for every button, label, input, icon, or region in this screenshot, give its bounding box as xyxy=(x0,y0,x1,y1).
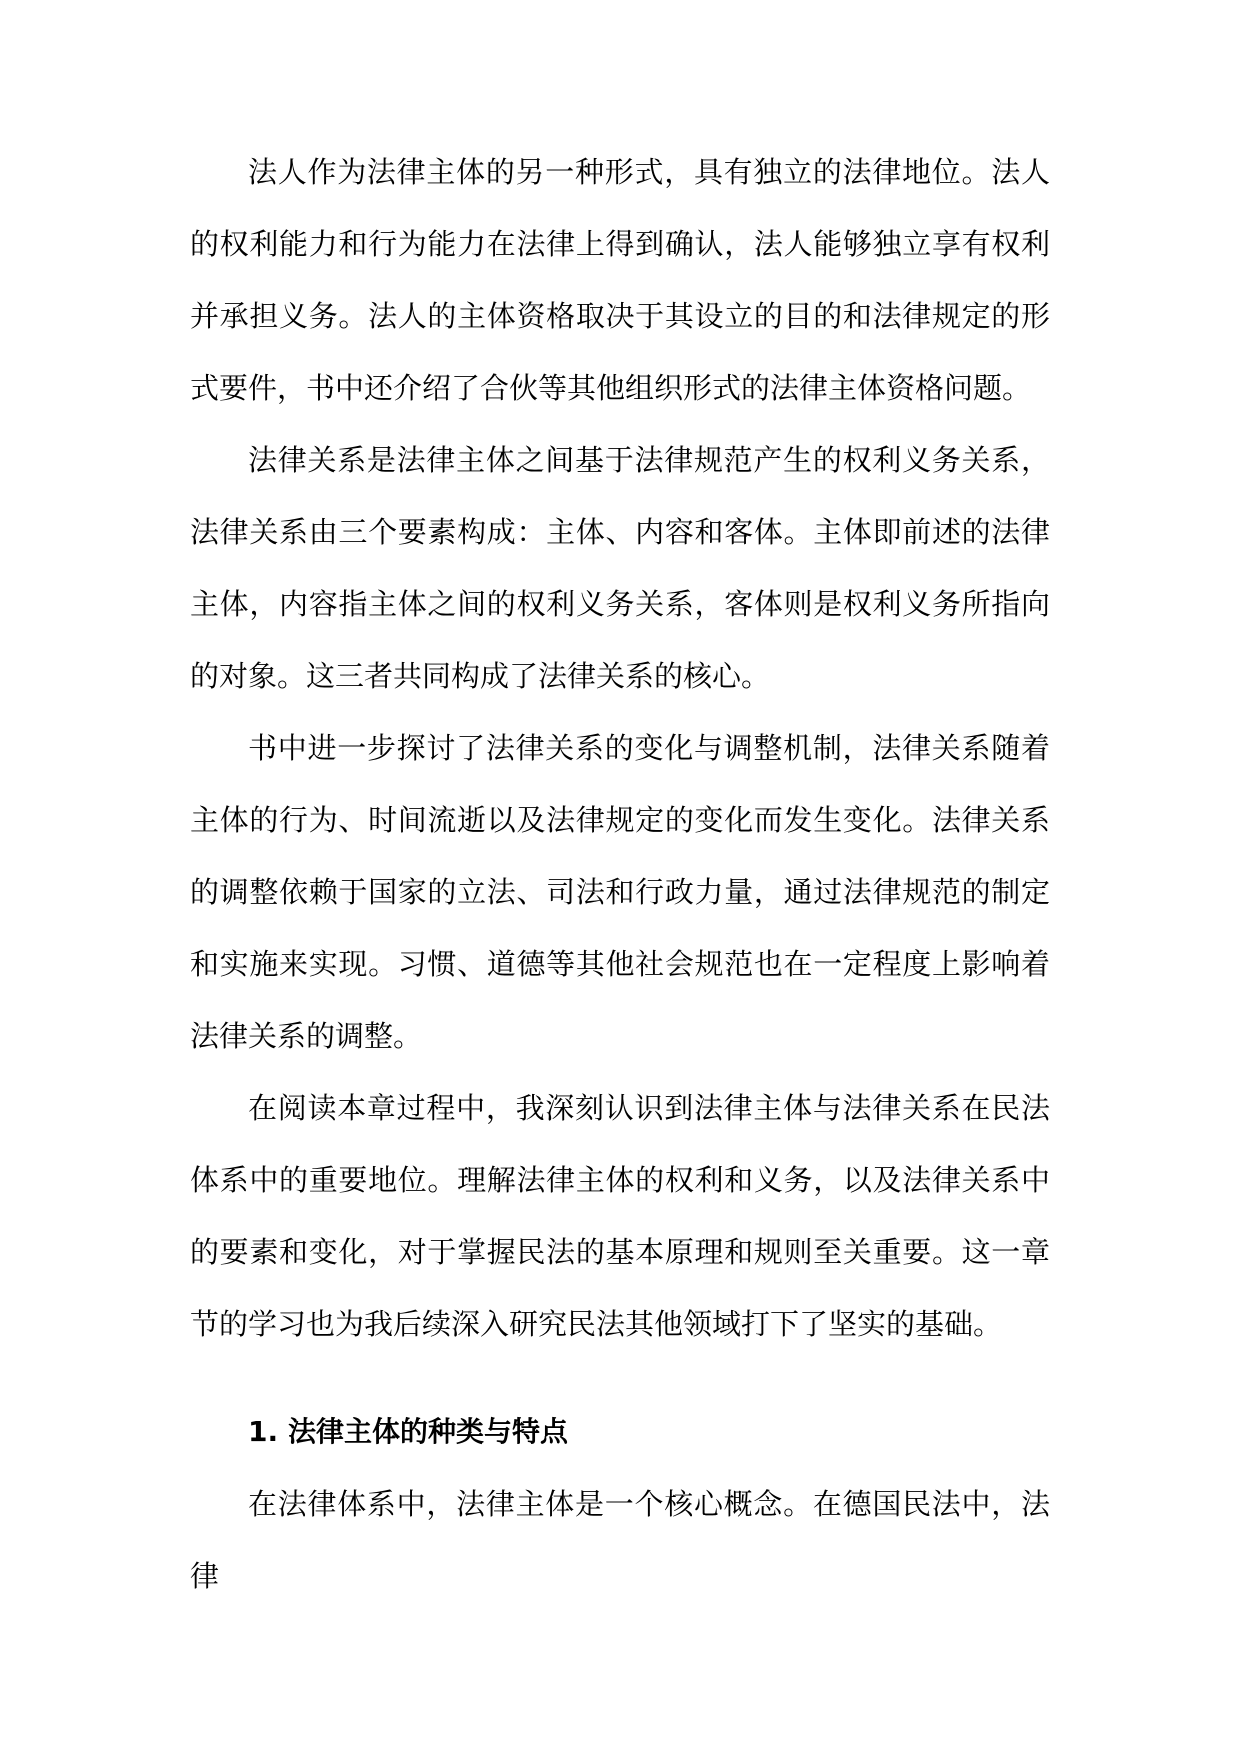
paragraph-reflection: 在阅读本章过程中，我深刻认识到法律主体与法律关系在民法体系中的重要地位。理解法律主体的权利和义务，以及法律关系中的要素和变化，对于掌握民法的基本原理和规则至关重要。这一章节的学习也为我后续深入研究民法其他领域打下了坚实的基础。 xyxy=(190,1091,1050,1341)
paragraph-relationship-change: 书中进一步探讨了法律关系的变化与调整机制，法律关系随着主体的行为、时间流逝以及法律规定的变化而发生变化。法律关系的调整依赖于国家的立法、司法和行政力量，通过法律规范的制定和实施来实现。习惯、道德等其他社会规范也在一定程度上影响着法律关系的调整。 xyxy=(190,731,1050,1053)
section-title: 法律主体的种类与特点 xyxy=(288,1415,569,1448)
paragraph-section-intro: 在法律体系中，法律主体是一个核心概念。在德国民法中，法律 xyxy=(190,1487,1050,1593)
page-content xyxy=(190,136,1050,1612)
paragraph-legal-relationship: 法律关系是法律主体之间基于法律规范产生的权利义务关系，法律关系由三个要素构成：主体、内容和客体。主体即前述的法律主体，内容指主体之间的权利义务关系，客体则是权利义务所指向的对象。这三者共同构成了法律关系的核心。 xyxy=(190,443,1050,693)
section-number: 1. xyxy=(248,1415,279,1448)
section-heading xyxy=(190,1396,1050,1468)
paragraph-legal-person: 法人作为法律主体的另一种形式，具有独立的法律地位。法人的权利能力和行为能力在法律上得到确认，法人能够独立享有权利并承担义务。法人的主体资格取决于其设立的目的和法律规定的形式要件，书中还介绍了合伙等其他组织形式的法律主体资格问题。 xyxy=(190,155,1050,405)
